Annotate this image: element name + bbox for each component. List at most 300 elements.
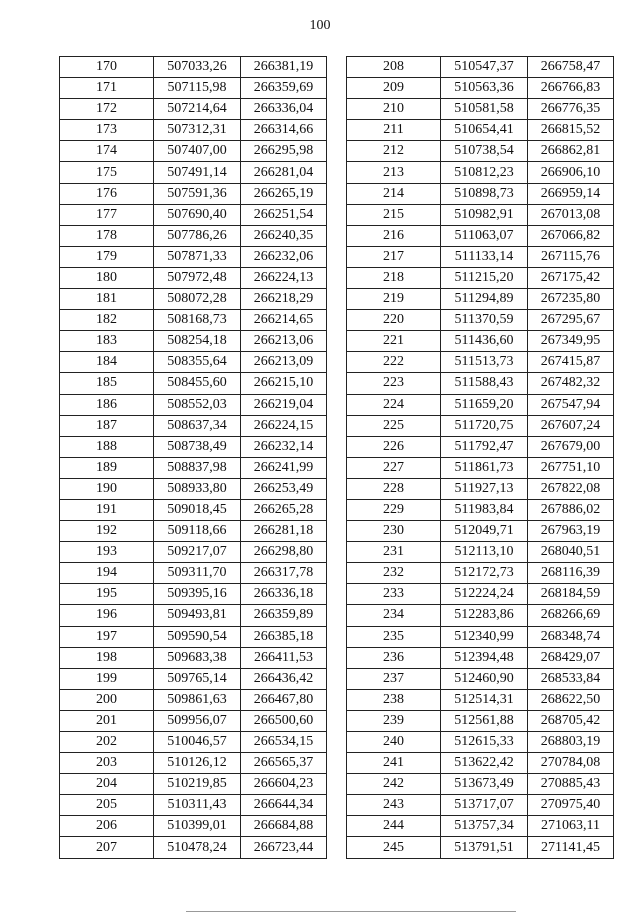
y-coordinate-cell: 266232,06 bbox=[241, 246, 327, 267]
point-number-cell: 231 bbox=[347, 542, 441, 563]
y-coordinate-cell: 268705,42 bbox=[528, 710, 614, 731]
point-number-cell: 230 bbox=[347, 521, 441, 542]
point-number-cell: 235 bbox=[347, 626, 441, 647]
table-row bbox=[60, 605, 327, 626]
y-coordinate-cell: 267013,08 bbox=[528, 204, 614, 225]
point-number-cell: 212 bbox=[347, 141, 441, 162]
x-coordinate-cell: 512561,88 bbox=[441, 710, 528, 731]
table-row bbox=[347, 162, 614, 183]
point-number-cell: 217 bbox=[347, 246, 441, 267]
x-coordinate-cell: 508355,64 bbox=[154, 352, 241, 373]
table-row bbox=[347, 99, 614, 120]
table-row bbox=[60, 373, 327, 394]
point-number-cell: 185 bbox=[60, 373, 154, 394]
x-coordinate-cell: 510547,37 bbox=[441, 57, 528, 78]
point-number-cell: 191 bbox=[60, 499, 154, 520]
y-coordinate-cell: 266758,47 bbox=[528, 57, 614, 78]
y-coordinate-cell: 266467,80 bbox=[241, 689, 327, 710]
table-row bbox=[347, 563, 614, 584]
table-row bbox=[60, 204, 327, 225]
y-coordinate-cell: 268803,19 bbox=[528, 732, 614, 753]
y-coordinate-cell: 267822,08 bbox=[528, 478, 614, 499]
x-coordinate-cell: 511659,20 bbox=[441, 394, 528, 415]
table-row bbox=[60, 289, 327, 310]
x-coordinate-cell: 507591,36 bbox=[154, 183, 241, 204]
y-coordinate-cell: 266604,23 bbox=[241, 774, 327, 795]
point-number-cell: 225 bbox=[347, 415, 441, 436]
point-number-cell: 179 bbox=[60, 246, 154, 267]
point-number-cell: 189 bbox=[60, 457, 154, 478]
point-number-cell: 208 bbox=[347, 57, 441, 78]
point-number-cell: 190 bbox=[60, 478, 154, 499]
x-coordinate-cell: 511792,47 bbox=[441, 436, 528, 457]
y-coordinate-cell: 266219,04 bbox=[241, 394, 327, 415]
y-coordinate-cell: 266862,81 bbox=[528, 141, 614, 162]
table-row bbox=[60, 668, 327, 689]
y-coordinate-cell: 266224,13 bbox=[241, 267, 327, 288]
x-coordinate-cell: 512224,24 bbox=[441, 584, 528, 605]
table-row bbox=[347, 668, 614, 689]
table-row bbox=[347, 710, 614, 731]
point-number-cell: 222 bbox=[347, 352, 441, 373]
table-row bbox=[60, 394, 327, 415]
x-coordinate-cell: 509590,54 bbox=[154, 626, 241, 647]
table-row bbox=[347, 542, 614, 563]
point-number-cell: 204 bbox=[60, 774, 154, 795]
y-coordinate-cell: 266295,98 bbox=[241, 141, 327, 162]
point-number-cell: 244 bbox=[347, 816, 441, 837]
coordinates-table-left bbox=[59, 56, 327, 859]
table-row bbox=[60, 795, 327, 816]
point-number-cell: 237 bbox=[347, 668, 441, 689]
point-number-cell: 213 bbox=[347, 162, 441, 183]
y-coordinate-cell: 266253,49 bbox=[241, 478, 327, 499]
table-row bbox=[60, 732, 327, 753]
x-coordinate-cell: 507214,64 bbox=[154, 99, 241, 120]
point-number-cell: 245 bbox=[347, 837, 441, 858]
x-coordinate-cell: 509311,70 bbox=[154, 563, 241, 584]
x-coordinate-cell: 511720,75 bbox=[441, 415, 528, 436]
x-coordinate-cell: 509956,07 bbox=[154, 710, 241, 731]
y-coordinate-cell: 266265,19 bbox=[241, 183, 327, 204]
table-row bbox=[60, 626, 327, 647]
point-number-cell: 205 bbox=[60, 795, 154, 816]
y-coordinate-cell: 271141,45 bbox=[528, 837, 614, 858]
x-coordinate-cell: 512340,99 bbox=[441, 626, 528, 647]
y-coordinate-cell: 266317,78 bbox=[241, 563, 327, 584]
y-coordinate-cell: 266336,04 bbox=[241, 99, 327, 120]
y-coordinate-cell: 266214,65 bbox=[241, 310, 327, 331]
x-coordinate-cell: 511133,14 bbox=[441, 246, 528, 267]
table-row bbox=[60, 120, 327, 141]
x-coordinate-cell: 508837,98 bbox=[154, 457, 241, 478]
table-row bbox=[60, 78, 327, 99]
y-coordinate-cell: 268533,84 bbox=[528, 668, 614, 689]
table-row bbox=[60, 478, 327, 499]
table-row bbox=[347, 394, 614, 415]
point-number-cell: 197 bbox=[60, 626, 154, 647]
x-coordinate-cell: 512460,90 bbox=[441, 668, 528, 689]
y-coordinate-cell: 267415,87 bbox=[528, 352, 614, 373]
table-row bbox=[347, 57, 614, 78]
x-coordinate-cell: 511588,43 bbox=[441, 373, 528, 394]
y-coordinate-cell: 266281,18 bbox=[241, 521, 327, 542]
point-number-cell: 241 bbox=[347, 753, 441, 774]
y-coordinate-cell: 266906,10 bbox=[528, 162, 614, 183]
x-coordinate-cell: 512049,71 bbox=[441, 521, 528, 542]
point-number-cell: 211 bbox=[347, 120, 441, 141]
table-row bbox=[60, 225, 327, 246]
x-coordinate-cell: 513622,42 bbox=[441, 753, 528, 774]
table-row bbox=[347, 689, 614, 710]
x-coordinate-cell: 511513,73 bbox=[441, 352, 528, 373]
coordinates-table-right bbox=[346, 56, 614, 859]
y-coordinate-cell: 266314,66 bbox=[241, 120, 327, 141]
x-coordinate-cell: 511927,13 bbox=[441, 478, 528, 499]
y-coordinate-cell: 266723,44 bbox=[241, 837, 327, 858]
x-coordinate-cell: 509861,63 bbox=[154, 689, 241, 710]
y-coordinate-cell: 267886,02 bbox=[528, 499, 614, 520]
table-row bbox=[347, 415, 614, 436]
x-coordinate-cell: 512394,48 bbox=[441, 647, 528, 668]
x-coordinate-cell: 513673,49 bbox=[441, 774, 528, 795]
y-coordinate-cell: 267751,10 bbox=[528, 457, 614, 478]
table-row bbox=[347, 436, 614, 457]
x-coordinate-cell: 511983,84 bbox=[441, 499, 528, 520]
point-number-cell: 223 bbox=[347, 373, 441, 394]
table-row bbox=[60, 584, 327, 605]
y-coordinate-cell: 267547,94 bbox=[528, 394, 614, 415]
x-coordinate-cell: 509118,66 bbox=[154, 521, 241, 542]
x-coordinate-cell: 508254,18 bbox=[154, 331, 241, 352]
y-coordinate-cell: 266436,42 bbox=[241, 668, 327, 689]
table-row bbox=[347, 795, 614, 816]
y-coordinate-cell: 267963,19 bbox=[528, 521, 614, 542]
y-coordinate-cell: 266644,34 bbox=[241, 795, 327, 816]
table-row bbox=[60, 162, 327, 183]
x-coordinate-cell: 509493,81 bbox=[154, 605, 241, 626]
point-number-cell: 238 bbox=[347, 689, 441, 710]
y-coordinate-cell: 266565,37 bbox=[241, 753, 327, 774]
x-coordinate-cell: 512113,10 bbox=[441, 542, 528, 563]
point-number-cell: 229 bbox=[347, 499, 441, 520]
point-number-cell: 226 bbox=[347, 436, 441, 457]
x-coordinate-cell: 513791,51 bbox=[441, 837, 528, 858]
point-number-cell: 218 bbox=[347, 267, 441, 288]
table-row bbox=[60, 310, 327, 331]
table-row bbox=[60, 542, 327, 563]
table-row bbox=[347, 499, 614, 520]
x-coordinate-cell: 508738,49 bbox=[154, 436, 241, 457]
point-number-cell: 243 bbox=[347, 795, 441, 816]
table-row bbox=[347, 457, 614, 478]
table-row bbox=[60, 563, 327, 584]
x-coordinate-cell: 507115,98 bbox=[154, 78, 241, 99]
table-row bbox=[347, 204, 614, 225]
point-number-cell: 216 bbox=[347, 225, 441, 246]
point-number-cell: 199 bbox=[60, 668, 154, 689]
y-coordinate-cell: 266815,52 bbox=[528, 120, 614, 141]
table-row bbox=[347, 120, 614, 141]
point-number-cell: 209 bbox=[347, 78, 441, 99]
x-coordinate-cell: 511215,20 bbox=[441, 267, 528, 288]
table-row bbox=[347, 732, 614, 753]
x-coordinate-cell: 510478,24 bbox=[154, 837, 241, 858]
table-row bbox=[60, 141, 327, 162]
x-coordinate-cell: 507972,48 bbox=[154, 267, 241, 288]
y-coordinate-cell: 266336,18 bbox=[241, 584, 327, 605]
x-coordinate-cell: 510581,58 bbox=[441, 99, 528, 120]
table-row bbox=[60, 710, 327, 731]
x-coordinate-cell: 510126,12 bbox=[154, 753, 241, 774]
point-number-cell: 233 bbox=[347, 584, 441, 605]
point-number-cell: 184 bbox=[60, 352, 154, 373]
table-row bbox=[60, 267, 327, 288]
point-number-cell: 228 bbox=[347, 478, 441, 499]
table-row bbox=[60, 774, 327, 795]
x-coordinate-cell: 509395,16 bbox=[154, 584, 241, 605]
table-row bbox=[60, 689, 327, 710]
point-number-cell: 177 bbox=[60, 204, 154, 225]
point-number-cell: 203 bbox=[60, 753, 154, 774]
x-coordinate-cell: 509683,38 bbox=[154, 647, 241, 668]
x-coordinate-cell: 507033,26 bbox=[154, 57, 241, 78]
x-coordinate-cell: 512615,33 bbox=[441, 732, 528, 753]
point-number-cell: 188 bbox=[60, 436, 154, 457]
table-row bbox=[347, 647, 614, 668]
x-coordinate-cell: 510898,73 bbox=[441, 183, 528, 204]
y-coordinate-cell: 270975,40 bbox=[528, 795, 614, 816]
point-number-cell: 215 bbox=[347, 204, 441, 225]
table-row bbox=[60, 521, 327, 542]
y-coordinate-cell: 267295,67 bbox=[528, 310, 614, 331]
y-coordinate-cell: 266281,04 bbox=[241, 162, 327, 183]
point-number-cell: 232 bbox=[347, 563, 441, 584]
x-coordinate-cell: 507491,14 bbox=[154, 162, 241, 183]
point-number-cell: 220 bbox=[347, 310, 441, 331]
point-number-cell: 234 bbox=[347, 605, 441, 626]
table-row bbox=[60, 183, 327, 204]
table-row bbox=[347, 267, 614, 288]
table-row bbox=[347, 816, 614, 837]
x-coordinate-cell: 508552,03 bbox=[154, 394, 241, 415]
table-row bbox=[347, 289, 614, 310]
table-row bbox=[60, 436, 327, 457]
y-coordinate-cell: 267115,76 bbox=[528, 246, 614, 267]
point-number-cell: 186 bbox=[60, 394, 154, 415]
y-coordinate-cell: 266500,60 bbox=[241, 710, 327, 731]
point-number-cell: 194 bbox=[60, 563, 154, 584]
table-row bbox=[60, 415, 327, 436]
x-coordinate-cell: 511294,89 bbox=[441, 289, 528, 310]
point-number-cell: 187 bbox=[60, 415, 154, 436]
y-coordinate-cell: 266359,89 bbox=[241, 605, 327, 626]
point-number-cell: 178 bbox=[60, 225, 154, 246]
y-coordinate-cell: 267175,42 bbox=[528, 267, 614, 288]
table-row bbox=[60, 816, 327, 837]
point-number-cell: 171 bbox=[60, 78, 154, 99]
point-number-cell: 224 bbox=[347, 394, 441, 415]
y-coordinate-cell: 267349,95 bbox=[528, 331, 614, 352]
x-coordinate-cell: 511436,60 bbox=[441, 331, 528, 352]
table-row bbox=[60, 647, 327, 668]
point-number-cell: 182 bbox=[60, 310, 154, 331]
y-coordinate-cell: 267679,00 bbox=[528, 436, 614, 457]
y-coordinate-cell: 266385,18 bbox=[241, 626, 327, 647]
x-coordinate-cell: 507312,31 bbox=[154, 120, 241, 141]
point-number-cell: 173 bbox=[60, 120, 154, 141]
x-coordinate-cell: 513757,34 bbox=[441, 816, 528, 837]
y-coordinate-cell: 266218,29 bbox=[241, 289, 327, 310]
point-number-cell: 219 bbox=[347, 289, 441, 310]
table-row bbox=[347, 78, 614, 99]
x-coordinate-cell: 507690,40 bbox=[154, 204, 241, 225]
point-number-cell: 180 bbox=[60, 267, 154, 288]
y-coordinate-cell: 266251,54 bbox=[241, 204, 327, 225]
point-number-cell: 192 bbox=[60, 521, 154, 542]
y-coordinate-cell: 266213,09 bbox=[241, 352, 327, 373]
x-coordinate-cell: 511370,59 bbox=[441, 310, 528, 331]
point-number-cell: 183 bbox=[60, 331, 154, 352]
point-number-cell: 172 bbox=[60, 99, 154, 120]
x-coordinate-cell: 508933,80 bbox=[154, 478, 241, 499]
y-coordinate-cell: 266215,10 bbox=[241, 373, 327, 394]
y-coordinate-cell: 266213,06 bbox=[241, 331, 327, 352]
table-row bbox=[347, 521, 614, 542]
table-row bbox=[347, 753, 614, 774]
point-number-cell: 221 bbox=[347, 331, 441, 352]
x-coordinate-cell: 511861,73 bbox=[441, 457, 528, 478]
table-row bbox=[347, 774, 614, 795]
x-coordinate-cell: 510654,41 bbox=[441, 120, 528, 141]
point-number-cell: 196 bbox=[60, 605, 154, 626]
table-row bbox=[60, 352, 327, 373]
table-row bbox=[347, 183, 614, 204]
point-number-cell: 195 bbox=[60, 584, 154, 605]
table-row bbox=[347, 225, 614, 246]
y-coordinate-cell: 270784,08 bbox=[528, 753, 614, 774]
y-coordinate-cell: 266381,19 bbox=[241, 57, 327, 78]
x-coordinate-cell: 510311,43 bbox=[154, 795, 241, 816]
x-coordinate-cell: 511063,07 bbox=[441, 225, 528, 246]
point-number-cell: 206 bbox=[60, 816, 154, 837]
table-row bbox=[347, 626, 614, 647]
x-coordinate-cell: 513717,07 bbox=[441, 795, 528, 816]
table-row bbox=[347, 373, 614, 394]
table-row bbox=[347, 605, 614, 626]
y-coordinate-cell: 267607,24 bbox=[528, 415, 614, 436]
table-row bbox=[347, 331, 614, 352]
y-coordinate-cell: 266776,35 bbox=[528, 99, 614, 120]
x-coordinate-cell: 508455,60 bbox=[154, 373, 241, 394]
table-row bbox=[60, 499, 327, 520]
y-coordinate-cell: 267482,32 bbox=[528, 373, 614, 394]
point-number-cell: 236 bbox=[347, 647, 441, 668]
x-coordinate-cell: 509217,07 bbox=[154, 542, 241, 563]
x-coordinate-cell: 512172,73 bbox=[441, 563, 528, 584]
table-row bbox=[347, 837, 614, 858]
x-coordinate-cell: 509765,14 bbox=[154, 668, 241, 689]
y-coordinate-cell: 267235,80 bbox=[528, 289, 614, 310]
table-row bbox=[60, 57, 327, 78]
point-number-cell: 227 bbox=[347, 457, 441, 478]
x-coordinate-cell: 509018,45 bbox=[154, 499, 241, 520]
y-coordinate-cell: 266534,15 bbox=[241, 732, 327, 753]
x-coordinate-cell: 510738,54 bbox=[441, 141, 528, 162]
y-coordinate-cell: 268266,69 bbox=[528, 605, 614, 626]
table-row bbox=[347, 246, 614, 267]
point-number-cell: 176 bbox=[60, 183, 154, 204]
y-coordinate-cell: 266265,28 bbox=[241, 499, 327, 520]
x-coordinate-cell: 508168,73 bbox=[154, 310, 241, 331]
y-coordinate-cell: 266684,88 bbox=[241, 816, 327, 837]
x-coordinate-cell: 510982,91 bbox=[441, 204, 528, 225]
table-row bbox=[60, 331, 327, 352]
table-row bbox=[347, 310, 614, 331]
y-coordinate-cell: 267066,82 bbox=[528, 225, 614, 246]
x-coordinate-cell: 510219,85 bbox=[154, 774, 241, 795]
table-row bbox=[60, 837, 327, 858]
x-coordinate-cell: 508072,28 bbox=[154, 289, 241, 310]
point-number-cell: 201 bbox=[60, 710, 154, 731]
point-number-cell: 242 bbox=[347, 774, 441, 795]
x-coordinate-cell: 507871,33 bbox=[154, 246, 241, 267]
table-row bbox=[60, 457, 327, 478]
y-coordinate-cell: 266411,53 bbox=[241, 647, 327, 668]
point-number-cell: 175 bbox=[60, 162, 154, 183]
y-coordinate-cell: 266241,99 bbox=[241, 457, 327, 478]
y-coordinate-cell: 266959,14 bbox=[528, 183, 614, 204]
x-coordinate-cell: 508637,34 bbox=[154, 415, 241, 436]
y-coordinate-cell: 268040,51 bbox=[528, 542, 614, 563]
point-number-cell: 200 bbox=[60, 689, 154, 710]
point-number-cell: 239 bbox=[347, 710, 441, 731]
x-coordinate-cell: 510563,36 bbox=[441, 78, 528, 99]
y-coordinate-cell: 266359,69 bbox=[241, 78, 327, 99]
y-coordinate-cell: 270885,43 bbox=[528, 774, 614, 795]
table-row bbox=[60, 753, 327, 774]
point-number-cell: 193 bbox=[60, 542, 154, 563]
point-number-cell: 202 bbox=[60, 732, 154, 753]
bottom-rule bbox=[186, 911, 516, 912]
y-coordinate-cell: 266232,14 bbox=[241, 436, 327, 457]
y-coordinate-cell: 266298,80 bbox=[241, 542, 327, 563]
table-row bbox=[60, 246, 327, 267]
y-coordinate-cell: 266766,83 bbox=[528, 78, 614, 99]
x-coordinate-cell: 512283,86 bbox=[441, 605, 528, 626]
y-coordinate-cell: 268429,07 bbox=[528, 647, 614, 668]
point-number-cell: 174 bbox=[60, 141, 154, 162]
x-coordinate-cell: 507407,00 bbox=[154, 141, 241, 162]
point-number-cell: 240 bbox=[347, 732, 441, 753]
y-coordinate-cell: 268184,59 bbox=[528, 584, 614, 605]
point-number-cell: 210 bbox=[347, 99, 441, 120]
point-number-cell: 214 bbox=[347, 183, 441, 204]
table-row bbox=[347, 352, 614, 373]
x-coordinate-cell: 510046,57 bbox=[154, 732, 241, 753]
point-number-cell: 198 bbox=[60, 647, 154, 668]
x-coordinate-cell: 510399,01 bbox=[154, 816, 241, 837]
point-number-cell: 170 bbox=[60, 57, 154, 78]
table-row bbox=[347, 584, 614, 605]
table-row bbox=[347, 141, 614, 162]
point-number-cell: 181 bbox=[60, 289, 154, 310]
x-coordinate-cell: 512514,31 bbox=[441, 689, 528, 710]
point-number-cell: 207 bbox=[60, 837, 154, 858]
y-coordinate-cell: 268622,50 bbox=[528, 689, 614, 710]
y-coordinate-cell: 268348,74 bbox=[528, 626, 614, 647]
y-coordinate-cell: 266224,15 bbox=[241, 415, 327, 436]
